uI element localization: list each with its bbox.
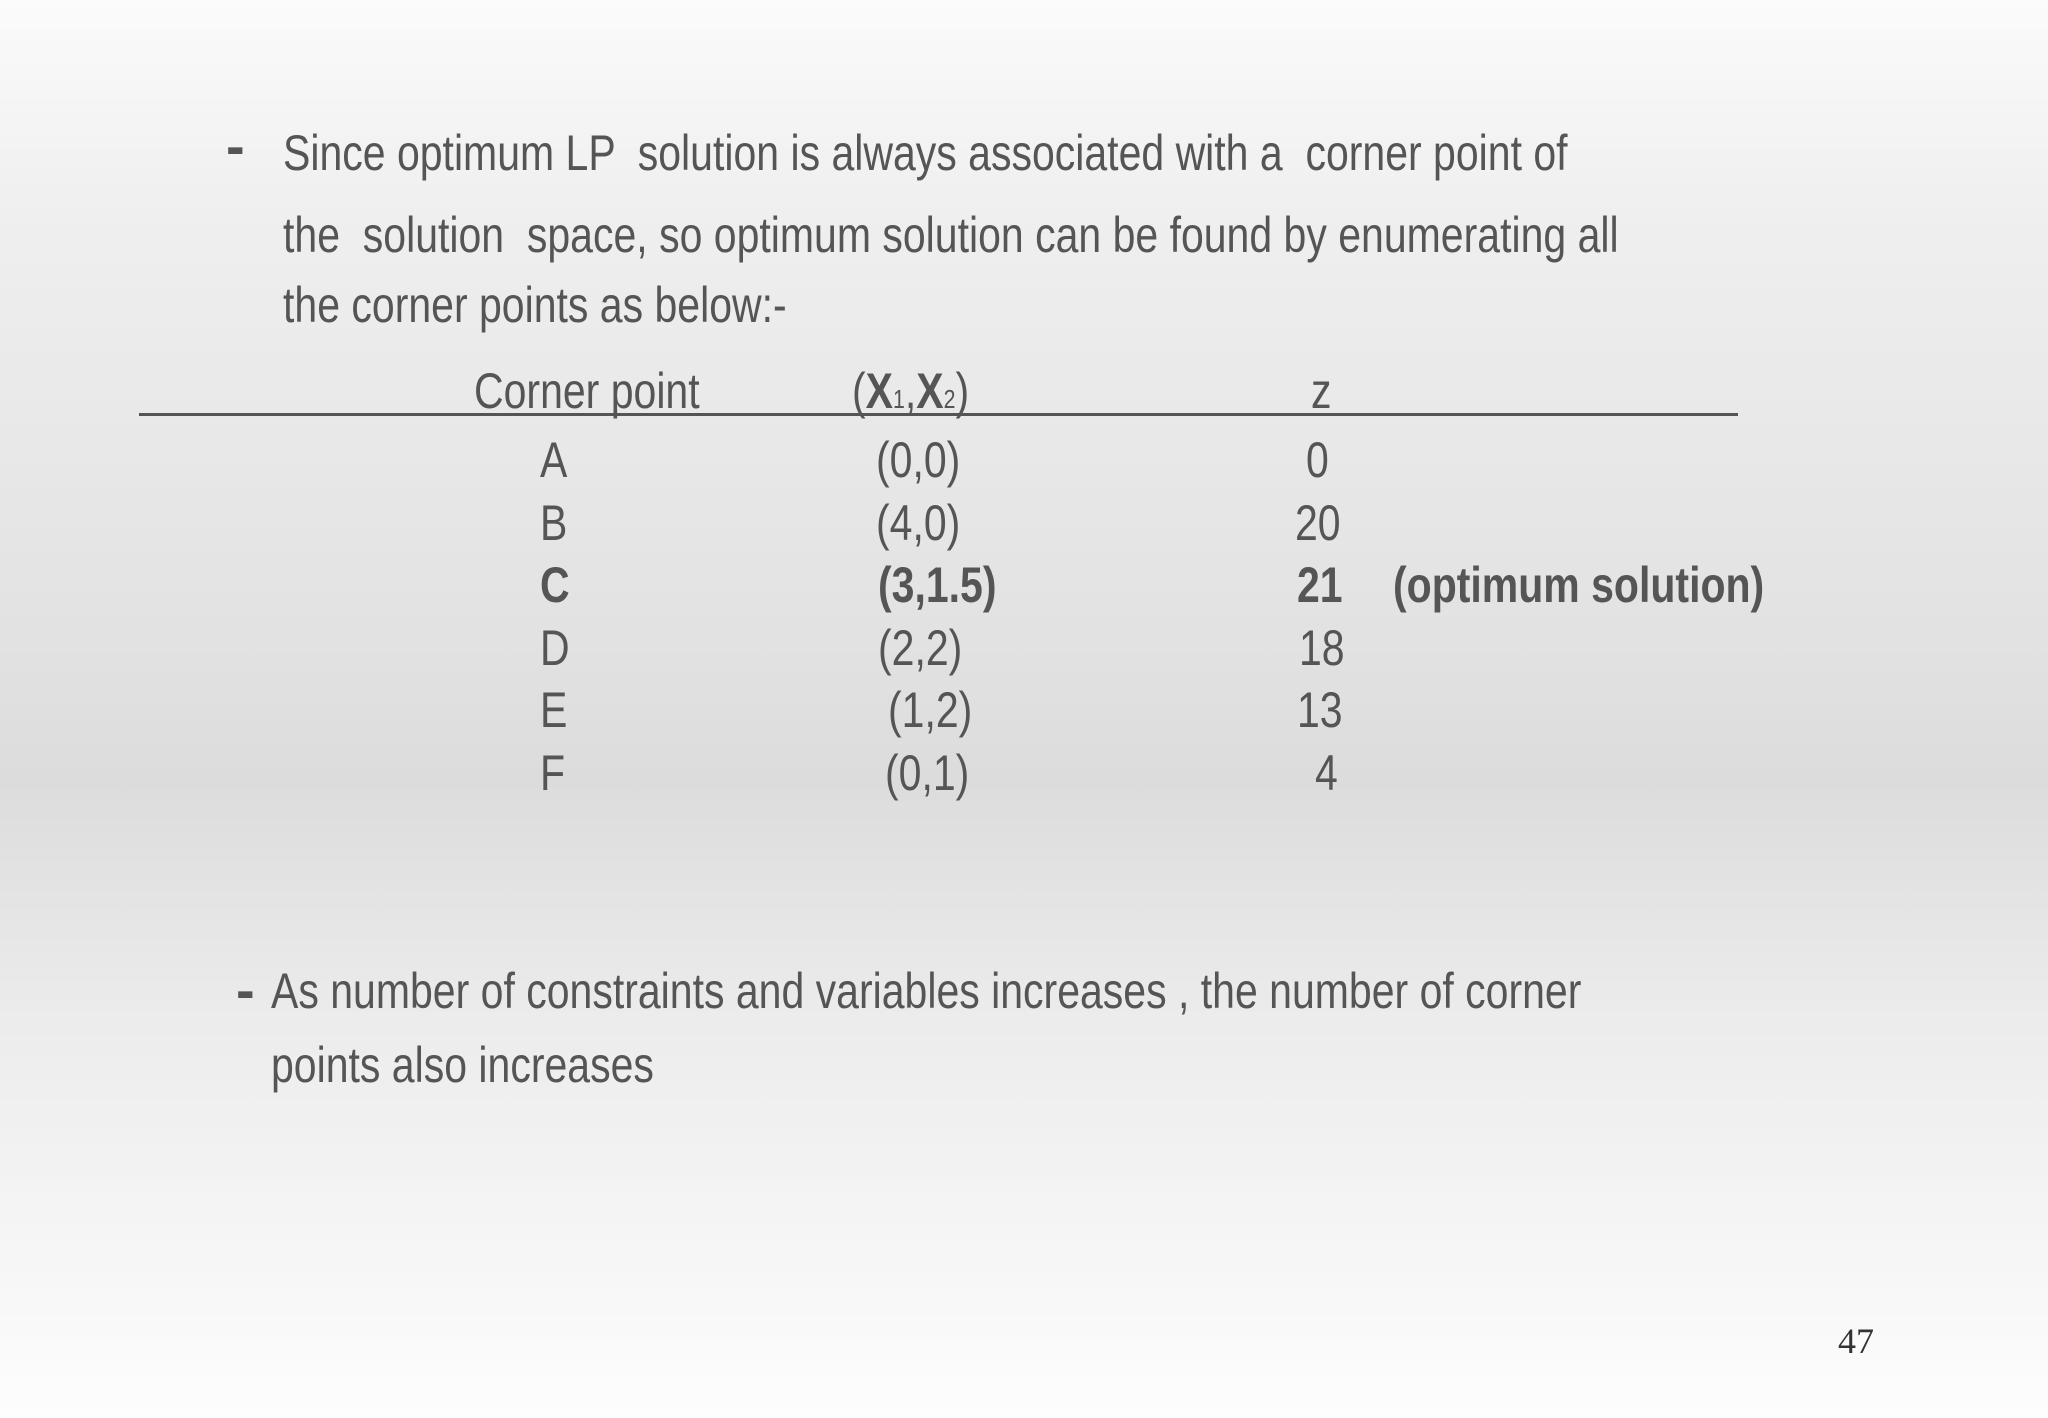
- table-header-underline-left: [139, 413, 474, 416]
- bullet-dash-1: -: [226, 114, 245, 177]
- page-number: 47: [1838, 1321, 1874, 1361]
- row-coords: (0,1): [885, 745, 970, 801]
- paragraph2-line2: points also increases: [271, 1037, 654, 1093]
- paragraph1-line3: the corner points as below:-: [283, 277, 787, 333]
- row-z: 20: [1295, 495, 1341, 551]
- bullet-dash-2: -: [236, 958, 255, 1021]
- row-coords: (3,1.5): [878, 557, 997, 613]
- optimum-note: (optimum solution): [1393, 557, 1765, 613]
- paragraph1-line2: the solution space, so optimum solution can be found by enumerating all: [283, 207, 1619, 263]
- header-z: z: [1311, 363, 1332, 419]
- row-z: 21: [1297, 557, 1343, 613]
- header-coordinates: (X1,X2): [852, 363, 970, 419]
- row-point: B: [540, 495, 568, 551]
- row-point: E: [540, 682, 568, 738]
- row-coords: (4,0): [876, 495, 961, 551]
- row-point: A: [540, 432, 568, 488]
- row-point: D: [540, 620, 570, 676]
- row-coords: (0,0): [876, 432, 961, 488]
- paragraph2-line1: As number of constraints and variables increases , the number of corner: [271, 963, 1582, 1019]
- row-z: 13: [1297, 682, 1343, 738]
- row-point: F: [540, 745, 566, 801]
- paragraph1-line1: Since optimum LP solution is always associated with a corner point of: [283, 125, 1568, 181]
- row-coords: (1,2): [888, 682, 973, 738]
- row-z: 0: [1306, 432, 1329, 488]
- row-z: 18: [1299, 620, 1345, 676]
- header-corner-point: Corner point: [474, 363, 700, 419]
- row-point: C: [540, 557, 570, 613]
- row-z: 4: [1315, 745, 1338, 801]
- row-coords: (2,2): [878, 620, 963, 676]
